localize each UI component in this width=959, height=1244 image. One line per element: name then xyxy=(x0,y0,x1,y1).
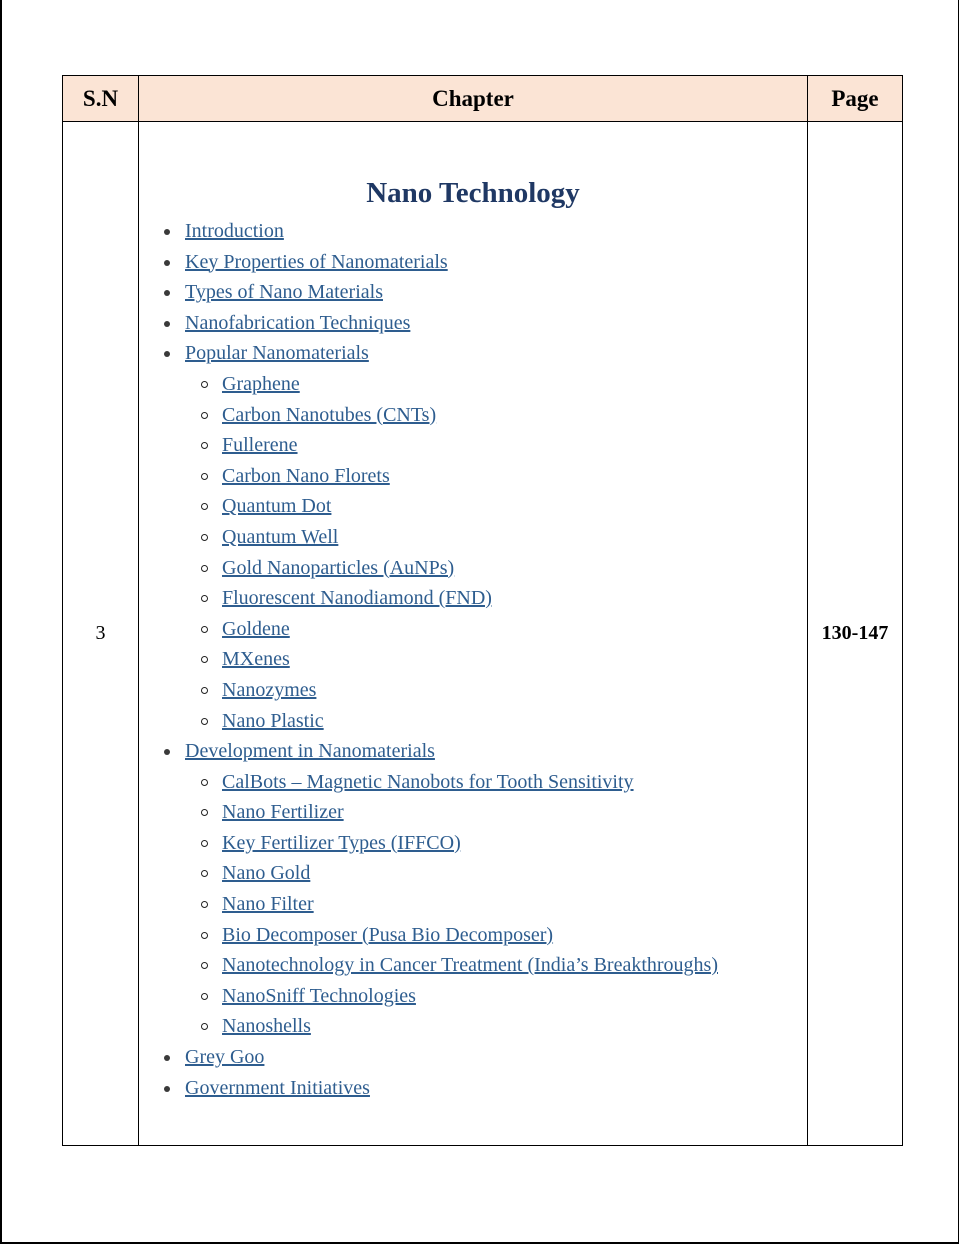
list-item xyxy=(222,828,807,859)
topic-link[interactable]: Grey Goo xyxy=(185,1046,265,1069)
list-item xyxy=(185,736,807,1042)
circle-bullet-icon xyxy=(201,656,208,663)
topic-link-sub[interactable]: Nano Filter xyxy=(222,893,314,916)
topic-link-sub[interactable]: Nanozymes xyxy=(222,678,317,701)
topic-link-sub[interactable]: CalBots – Magnetic Nanobots for Tooth Sensitivity xyxy=(222,770,634,793)
topic-link[interactable]: Key Properties of Nanomaterials xyxy=(185,250,448,273)
chapter-cell xyxy=(139,122,808,1146)
topic-link-sub[interactable]: Bio Decomposer (Pusa Bio Decomposer) xyxy=(222,923,554,946)
circle-bullet-icon xyxy=(201,442,208,449)
list-item xyxy=(222,675,807,706)
sub-topic-list xyxy=(185,767,807,1042)
list-item xyxy=(222,797,807,828)
list-item xyxy=(185,1073,807,1104)
bullet-icon xyxy=(164,351,170,357)
list-item xyxy=(222,950,807,981)
bullet-icon xyxy=(164,260,170,266)
circle-bullet-icon xyxy=(201,779,208,786)
topic-link[interactable]: Development in Nanomaterials xyxy=(185,740,435,763)
circle-bullet-icon xyxy=(201,718,208,725)
circle-bullet-icon xyxy=(201,901,208,908)
list-item xyxy=(185,216,807,247)
list-item xyxy=(222,1011,807,1042)
topic-link-sub[interactable]: Fluorescent Nanodiamond (FND) xyxy=(222,587,492,610)
list-item xyxy=(222,644,807,675)
header-chapter: Chapter xyxy=(139,76,808,122)
list-item xyxy=(222,491,807,522)
toc-table xyxy=(62,75,903,1146)
circle-bullet-icon xyxy=(201,809,208,816)
circle-bullet-icon xyxy=(201,1023,208,1030)
circle-bullet-icon xyxy=(201,473,208,480)
topic-link-sub[interactable]: Nanotechnology in Cancer Treatment (India’s Breakthroughs) xyxy=(222,954,718,977)
list-item xyxy=(222,889,807,920)
circle-bullet-icon xyxy=(201,870,208,877)
bullet-icon xyxy=(164,321,170,327)
bullet-icon xyxy=(164,749,170,755)
sub-topic-list xyxy=(185,369,807,736)
topic-link-sub[interactable]: Quantum Dot xyxy=(222,495,332,518)
list-item xyxy=(222,461,807,492)
table-row xyxy=(63,122,903,1146)
row-sn: 3 xyxy=(63,122,139,1146)
list-item xyxy=(222,920,807,951)
topic-link[interactable]: Government Initiatives xyxy=(185,1076,370,1099)
bullet-icon xyxy=(164,290,170,296)
circle-bullet-icon xyxy=(201,565,208,572)
list-item xyxy=(222,583,807,614)
header-row xyxy=(63,76,903,122)
topic-link-sub[interactable]: Graphene xyxy=(222,372,300,395)
list-item xyxy=(185,247,807,278)
list-item xyxy=(222,369,807,400)
topic-link-sub[interactable]: Nano Plastic xyxy=(222,709,324,732)
topic-link-sub[interactable]: Goldene xyxy=(222,617,290,640)
row-pages: 130-147 xyxy=(808,122,903,1146)
list-item xyxy=(222,858,807,889)
circle-bullet-icon xyxy=(201,534,208,541)
list-item xyxy=(222,981,807,1012)
topic-link-sub[interactable]: Carbon Nano Florets xyxy=(222,464,390,487)
list-item xyxy=(185,308,807,339)
list-item xyxy=(222,522,807,553)
topic-link-sub[interactable]: Nanoshells xyxy=(222,1015,311,1038)
header-page: Page xyxy=(808,76,903,122)
list-item xyxy=(185,277,807,308)
circle-bullet-icon xyxy=(201,687,208,694)
circle-bullet-icon xyxy=(201,381,208,388)
topic-link-sub[interactable]: Gold Nanoparticles (AuNPs) xyxy=(222,556,455,579)
circle-bullet-icon xyxy=(201,626,208,633)
bullet-icon xyxy=(164,1055,170,1061)
topic-link-sub[interactable]: Key Fertilizer Types (IFFCO) xyxy=(222,831,461,854)
topic-link-sub[interactable]: NanoSniff Technologies xyxy=(222,984,416,1007)
topic-link-sub[interactable]: Nano Gold xyxy=(222,862,311,885)
circle-bullet-icon xyxy=(201,503,208,510)
topic-link[interactable]: Popular Nanomaterials xyxy=(185,342,369,365)
topic-link[interactable]: Types of Nano Materials xyxy=(185,281,383,304)
topic-link-sub[interactable]: MXenes xyxy=(222,648,290,671)
list-item xyxy=(185,338,807,736)
topic-link-sub[interactable]: Carbon Nanotubes (CNTs) xyxy=(222,403,437,426)
list-item xyxy=(222,706,807,737)
header-sn: S.N xyxy=(63,76,139,122)
chapter-title: Nano Technology xyxy=(366,177,580,209)
circle-bullet-icon xyxy=(201,412,208,419)
circle-bullet-icon xyxy=(201,993,208,1000)
list-item xyxy=(222,400,807,431)
list-item xyxy=(222,767,807,798)
list-item xyxy=(222,614,807,645)
circle-bullet-icon xyxy=(201,840,208,847)
circle-bullet-icon xyxy=(201,932,208,939)
topic-link-sub[interactable]: Fullerene xyxy=(222,434,298,457)
topic-link-sub[interactable]: Nano Fertilizer xyxy=(222,801,344,824)
list-item xyxy=(222,430,807,461)
circle-bullet-icon xyxy=(201,962,208,969)
bullet-icon xyxy=(164,229,170,235)
topic-list xyxy=(139,216,807,1103)
list-item xyxy=(222,553,807,584)
topic-link[interactable]: Introduction xyxy=(185,220,284,242)
topic-link[interactable]: Nanofabrication Techniques xyxy=(185,311,411,334)
topic-link-sub[interactable]: Quantum Well xyxy=(222,525,339,548)
bullet-icon xyxy=(164,1086,170,1092)
list-item xyxy=(185,1042,807,1073)
circle-bullet-icon xyxy=(201,595,208,602)
